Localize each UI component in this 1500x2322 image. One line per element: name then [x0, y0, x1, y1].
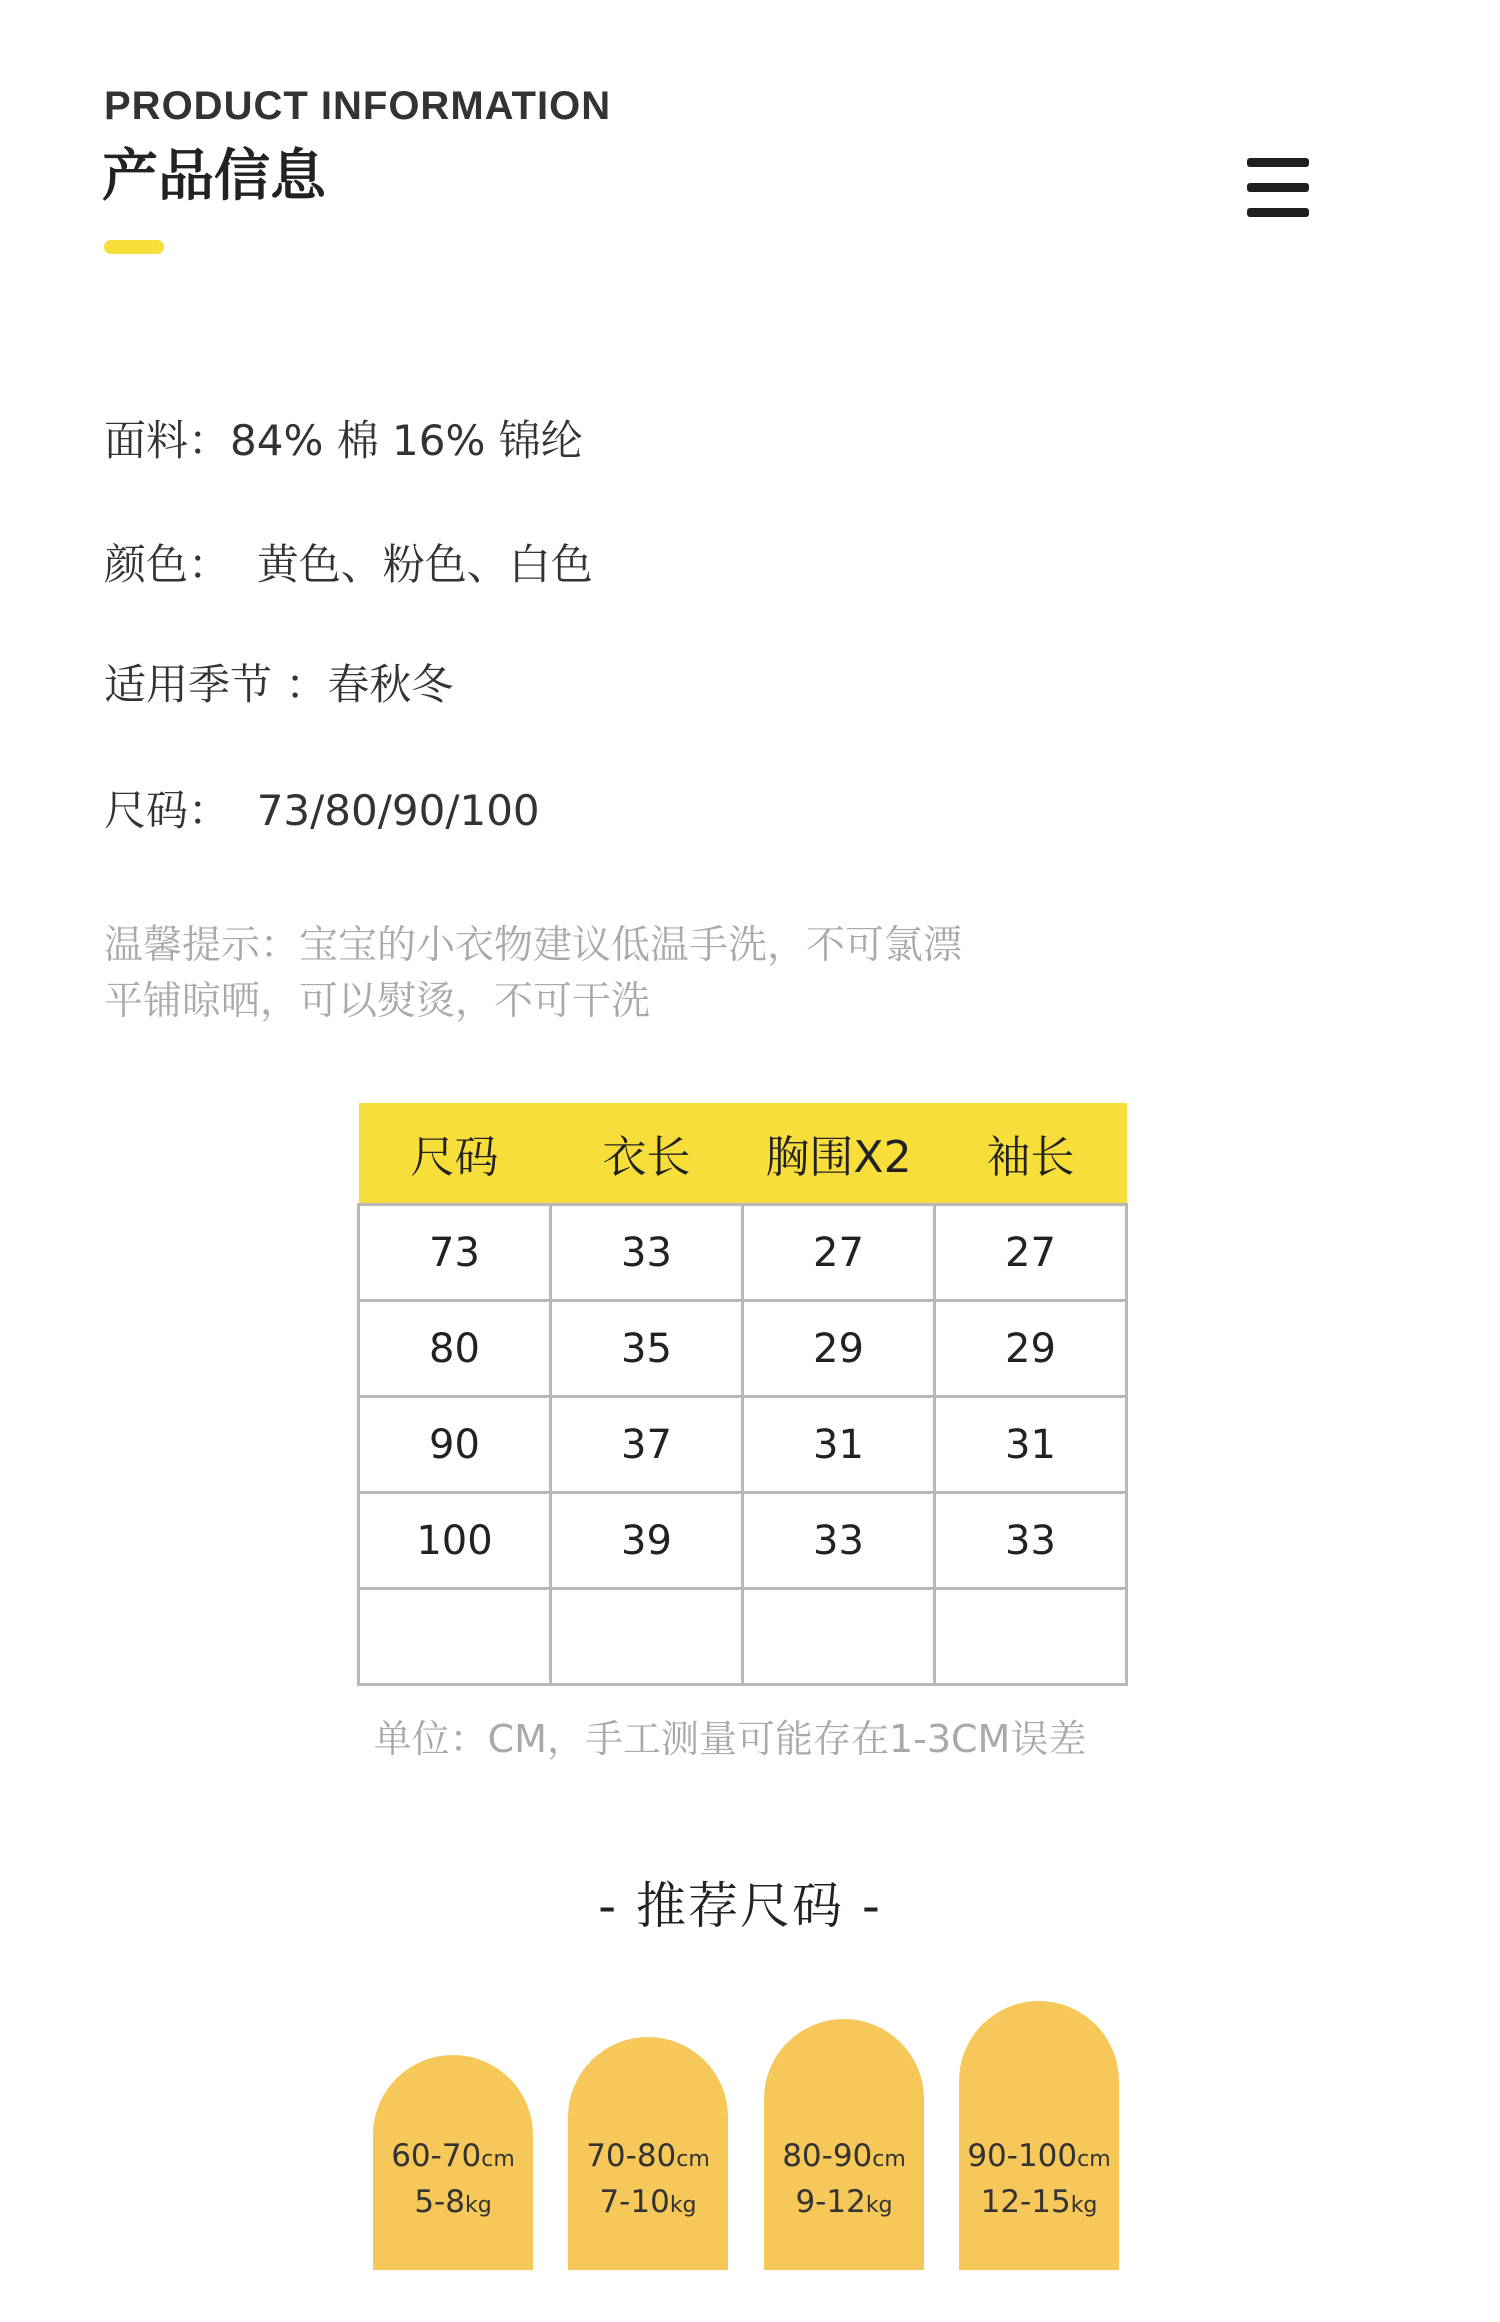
- card-height: 80-90cm: [782, 2138, 906, 2174]
- table-row: [359, 1589, 1127, 1685]
- table-row: [359, 1493, 1127, 1589]
- table-cell: [935, 1589, 1127, 1685]
- table-cell: 73: [359, 1205, 551, 1301]
- card-height: 90-100cm: [967, 2138, 1111, 2174]
- hamburger-menu-icon[interactable]: [1247, 158, 1309, 218]
- season-info: 适用季节 ：春秋冬: [104, 660, 454, 709]
- table-cell: 31: [935, 1397, 1127, 1493]
- page-title-cn: 产品信息: [102, 144, 326, 209]
- header-length: 衣长: [551, 1103, 743, 1205]
- card-weight: 9-12kg: [795, 2184, 893, 2220]
- table-cell: 39: [551, 1493, 743, 1589]
- table-cell: 31: [743, 1397, 935, 1493]
- card-height: 70-80cm: [586, 2138, 710, 2174]
- header-size: 尺码: [359, 1103, 551, 1205]
- recommend-size-title: - 推荐尺码 -: [598, 1877, 882, 1935]
- size-card: [764, 2019, 924, 2270]
- table-cell: 33: [935, 1493, 1127, 1589]
- header-chest: 胸围X2: [743, 1103, 935, 1205]
- card-weight: 7-10kg: [599, 2184, 697, 2220]
- table-cell: 27: [935, 1205, 1127, 1301]
- size-card: [959, 2001, 1119, 2270]
- care-tip-line: 温馨提示：宝宝的小衣物建议低温手洗，不可氯漂: [104, 923, 963, 968]
- size-card: [568, 2037, 728, 2270]
- size-info: 尺码： 73/80/90/100: [104, 786, 540, 835]
- table-row: [359, 1301, 1127, 1397]
- table-cell: 33: [743, 1493, 935, 1589]
- table-cell: 100: [359, 1493, 551, 1589]
- header-sleeve: 袖长: [935, 1103, 1127, 1205]
- table-cell: [359, 1589, 551, 1685]
- table-row: [359, 1397, 1127, 1493]
- size-card: [373, 2055, 533, 2270]
- title-accent-bar: [104, 240, 164, 254]
- fabric-info: 面料：84% 棉 16% 锦纶: [104, 416, 583, 465]
- card-height: 60-70cm: [391, 2138, 515, 2174]
- table-cell: 27: [743, 1205, 935, 1301]
- table-cell: 29: [935, 1301, 1127, 1397]
- color-info: 颜色： 黄色、粉色、白色: [104, 540, 593, 589]
- card-weight: 5-8kg: [414, 2184, 492, 2220]
- table-cell: 37: [551, 1397, 743, 1493]
- table-cell: 90: [359, 1397, 551, 1493]
- table-row: [359, 1205, 1127, 1301]
- card-weight: 12-15kg: [980, 2184, 1098, 2220]
- care-tip-line: 平铺晾晒，可以熨烫，不可干洗: [104, 979, 651, 1024]
- table-header-row: [359, 1103, 1127, 1205]
- table-cell: 35: [551, 1301, 743, 1397]
- unit-note: 单位：CM，手工测量可能存在1-3CM误差: [373, 1717, 1087, 1761]
- table-cell: 29: [743, 1301, 935, 1397]
- care-tip: [104, 918, 962, 1030]
- size-chart-table: [357, 1103, 1128, 1686]
- table-cell: [551, 1589, 743, 1685]
- page-title-en: PRODUCT INFORMATION: [104, 84, 612, 128]
- table-cell: 80: [359, 1301, 551, 1397]
- table-cell: [743, 1589, 935, 1685]
- table-cell: 33: [551, 1205, 743, 1301]
